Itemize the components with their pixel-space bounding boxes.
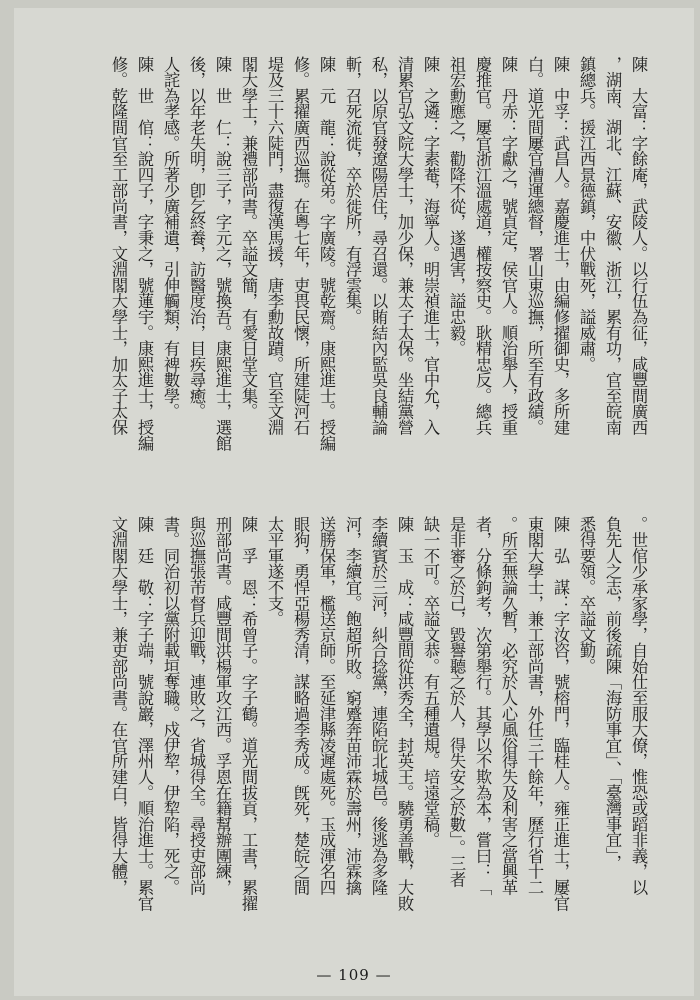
- text-column: 陳 丹赤：字獻之，號貞定，侯官人。順治舉人，授重: [499, 56, 518, 435]
- text-column: 祖宏勳應之，勸降不從，遂遇害，謚忠毅。: [447, 56, 466, 357]
- text-column: 後，以年老失明，卽乞終養，訪醫度治，目疾尋癒。: [187, 56, 206, 420]
- text-column: 書。同治初以黨附載垣奪職。戍伊犂，伊犂陷，死之。: [161, 516, 180, 895]
- top-text-block: [64, 56, 649, 478]
- text-column: 堤及三十六陡門，盡復漢馬援，唐李勳故蹟。官至文淵: [265, 56, 284, 435]
- text-column: 陳 廷 敬：字子端，號說巖，澤州人。順治進士。累官: [135, 516, 154, 911]
- text-column: 陳 大富：字餘庵，武陵人。以行伍為征，咸豐間廣西: [629, 56, 648, 435]
- text-column: 悉得要領。卒謚文勤。: [577, 516, 596, 674]
- text-column: 負先人之志，前後疏陳「海防事宜」、「臺灣事宜」，: [603, 516, 622, 871]
- text-column: 修。乾隆間官至工部尚書，文淵閣大學士，加太子太保: [109, 56, 128, 435]
- text-column: 陳 世 仁：說三子，字元之，號換吾。康熙進士，選館: [213, 56, 232, 451]
- text-column: 刑部尚書。咸豐間洪楊軍攻江西。孚恩在籍幫辦團練，: [213, 516, 232, 895]
- text-column: 是非審之於己，毀譽聽之於人，得失安之於數」。三者: [447, 516, 466, 887]
- text-column: 者，分條鉤考，次第舉行。其學以不欺為本，嘗曰：「: [473, 516, 492, 895]
- text-column: 太平軍遂不支。: [265, 516, 284, 627]
- text-column: 。世倌少承家學，自始仕至服大僚，惟恐或蹈非義，以: [629, 516, 648, 895]
- bottom-text-block: [64, 516, 649, 942]
- text-column: 。所至無論久暫，必究於人心風俗得失及利害之當興革: [499, 516, 518, 895]
- text-column: 陳 元 龍：說從弟。字廣陵。號乾齋。康熙進士。授編: [317, 56, 336, 451]
- text-column: 清累官弘文院大學士，加少保，兼太子太保。坐結黨營: [395, 56, 414, 435]
- text-column: ，湖南、湖北、江蘇、安徽、浙江，累有功，官至皖南: [603, 56, 622, 435]
- text-column: 陳 世 倌：說四子，字秉之，號蓮宇。康熙進士，授編: [135, 56, 154, 451]
- text-column: 閣大學士，兼禮部尚書。卒謚文簡，有愛日堂文集。: [239, 56, 258, 420]
- text-column: 李續賓於三河，糾合捻黨，連陷皖北城邑。後逃為多隆: [369, 516, 388, 895]
- page-number: — 109 —: [316, 966, 392, 984]
- text-column: 斬，召死流徙，卒於徙所，有浮雲集。: [343, 56, 362, 325]
- text-column: 陳 孚 恩：希曾子。字子鶴。道光間拔貢，工書，累擢: [239, 516, 258, 911]
- text-column: 鎮總兵。援江西景德鎮，中伏戰死，謚威肅。: [577, 56, 596, 372]
- text-column: 與巡撫張芾督兵迎戰，連敗之，省城得全。尋授吏部尚: [187, 516, 206, 895]
- text-column: 河，李續宜。飽超所敗。窮蹙奔苗沛霖於壽州，沛霖擒: [343, 516, 362, 895]
- top-columns: [64, 56, 649, 478]
- book-page: [14, 8, 694, 996]
- text-column: 白。道光間屢官漕運總督，署山東巡撫，所至有政績。: [525, 56, 544, 435]
- text-column: 缺一不可。卒謚文恭。有五種遺規。培遠堂稿。: [421, 516, 440, 848]
- text-column: 修。累擢廣西巡撫。在粵七年，吏畏民懷，所建陡河石: [291, 56, 310, 435]
- text-column: 陳 玉 成：咸豐間從洪秀全，封英王。驍勇善戰，大敗: [395, 516, 414, 911]
- text-column: 眼狗，勇悍亞楊秀清，謀略過李秀成。旣死，楚皖之間: [291, 516, 310, 895]
- text-column: 陳 弘 謀：字汝咨，號榕門，臨桂人。雍正進士，屢官: [551, 516, 570, 911]
- text-column: 私，以原官發遼陽居住，尋召還。以賄結內監吳良輔論: [369, 56, 388, 435]
- text-column: 文淵閣大學士，兼吏部尚書。在官所建白，皆得大體，: [109, 516, 128, 895]
- bottom-columns: [64, 516, 649, 942]
- text-column: 陳 中孚：武昌人。嘉慶進士，由編修擢御史，多所建: [551, 56, 570, 435]
- text-column: 東閣大學士，兼工部尚書，外任三十餘年，歷行省十二: [525, 516, 544, 895]
- text-column: 陳 之遴：字素菴，海寧人。明崇禎進士，官中允，入: [421, 56, 440, 435]
- text-column: 人詫為孝感。所著少廣補遺，引伸觸類，有裨數學。: [161, 56, 180, 420]
- text-column: 送勝保軍，檻送京師。至延津縣凌遲處死。玉成渾名四: [317, 516, 336, 895]
- text-column: 慶推官。屢官浙江溫處道，權按察史。耿精忠反。總兵: [473, 56, 492, 435]
